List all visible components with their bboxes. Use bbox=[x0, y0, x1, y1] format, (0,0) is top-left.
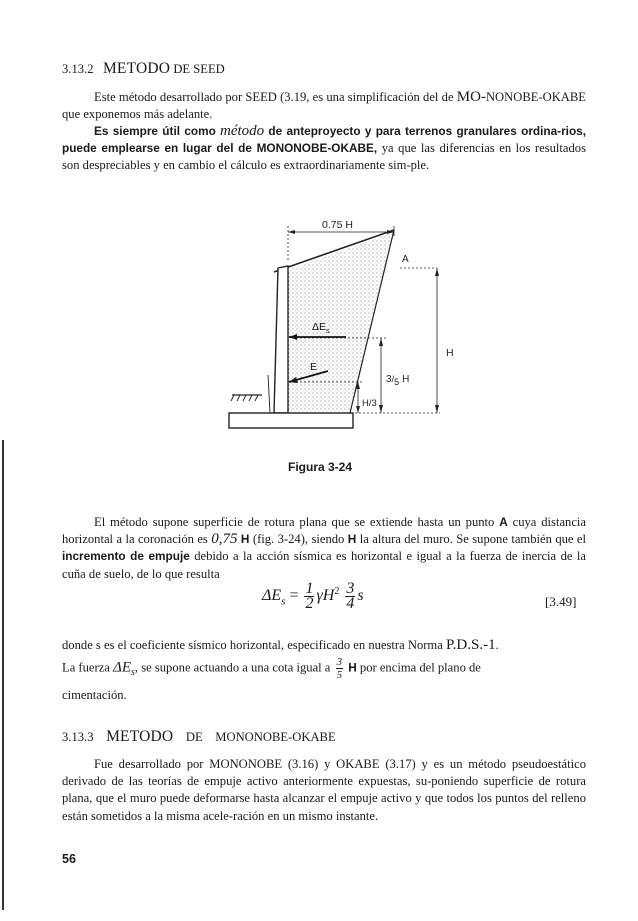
wall-footing bbox=[229, 413, 353, 428]
eq-sup: 2 bbox=[334, 585, 340, 597]
para3-H2: H bbox=[347, 532, 357, 547]
paragraph-method bbox=[62, 514, 586, 583]
eq-lhs-sub: s bbox=[281, 595, 286, 608]
dim-075H: 0.75 H bbox=[322, 219, 353, 231]
equation-number: [3.49] bbox=[545, 594, 577, 609]
equation-3-49 bbox=[262, 582, 364, 611]
para4-text4: por encima del plano de bbox=[359, 660, 481, 675]
eq-s: s bbox=[357, 587, 364, 605]
para4-pds: P.D.S.-1 bbox=[445, 637, 496, 653]
para4-text3: , se supone actuando a una cota igual a bbox=[134, 660, 331, 675]
eq-lhs: ΔE bbox=[262, 587, 282, 605]
label-A: A bbox=[402, 254, 409, 265]
section2-title-rest: MONONOBE-OKABE bbox=[215, 730, 336, 744]
para2-rest: ya que las diferencias en los resultados son despreciables y en cambio el cálculo es extraordinariamente sim-ple. bbox=[62, 141, 586, 173]
figure-3-24 bbox=[0, 0, 638, 460]
retaining-wall-stem bbox=[274, 266, 288, 413]
page-number: 56 bbox=[62, 852, 76, 866]
section-title-rest: DE SEED bbox=[173, 62, 225, 76]
para1-mo: MO- bbox=[456, 89, 486, 105]
para2-bold-start: Es siempre útil como bbox=[94, 124, 216, 138]
para1-text: Este método desarrollado por SEED (3.19, es una simplificación del de bbox=[94, 90, 454, 104]
para3-text5: debido a la acción sísmica es horizontal e igual a la fuerza de inercia de la cuña de suelo, de lo que resulta bbox=[62, 549, 587, 581]
label-3-5-H: 3/5 H bbox=[386, 374, 410, 387]
para3-A: A bbox=[499, 515, 508, 529]
label-H-3: H/3 bbox=[362, 398, 377, 409]
para2-bold-end: de anteproyecto y para terrenos granulares ordina-rios, puede emplearse en lugar del de MONONOBE-OKABE, bbox=[62, 124, 587, 156]
label-E: E bbox=[310, 361, 318, 373]
label-delta-Es: $\Delta E_s$ bbox=[312, 321, 330, 335]
para3-075: 0,75 bbox=[211, 531, 238, 548]
soil-wedge bbox=[288, 232, 394, 413]
paragraph-coefficient bbox=[62, 634, 586, 706]
eq-frac-3-4: $\frac{3}{4}$ bbox=[346, 580, 355, 612]
para4-dEs-sub: s bbox=[131, 666, 135, 678]
para2-metodo: método bbox=[219, 123, 265, 139]
section-heading-mononobe bbox=[62, 728, 336, 746]
section2-number: 3.13.3 bbox=[62, 730, 94, 744]
section2-title-de: DE bbox=[185, 730, 203, 744]
margin-rule bbox=[2, 440, 4, 910]
para4-text2: La fuerza bbox=[62, 660, 110, 675]
section2-title-main: METODO bbox=[106, 728, 174, 745]
para4-text1: donde s es el coeficiente sísmico horizontal, especificado en nuestra Norma bbox=[62, 638, 443, 652]
para4-frac: $\frac{3}{5}$ bbox=[336, 656, 343, 681]
para4-H: H bbox=[348, 660, 357, 675]
para3-incremento: incremento de empuje bbox=[62, 549, 190, 564]
section-title-main: METODO bbox=[102, 60, 171, 77]
para3-text3: siendo bbox=[311, 532, 345, 547]
para3-fig-ref: (fig. 3-24), bbox=[252, 532, 309, 547]
figure-caption: Figura 3-24 bbox=[288, 460, 353, 474]
eq-gamma-H: γH bbox=[316, 587, 335, 605]
para3-text1: El método supone superficie de rotura plana que se extiende hasta un punto bbox=[94, 515, 495, 529]
eq-sign: = bbox=[289, 587, 299, 605]
section-number: 3.13.2 bbox=[62, 62, 94, 76]
paragraph-mononobe: Fue desarrollado por MONONOBE (3.16) y OKABE (3.17) y es un método pseudoestático derivado de las teorías de empuje activo anteriormente expuestas, su-poniendo superficie de rotura plana, que el muro puede deformarse hasta alcanzar el empuje activo y que todos los puntos del relleno están sometidos a la misma acele-ración en un mismo instante. bbox=[62, 757, 586, 823]
para4-dEs: ΔE bbox=[113, 659, 132, 676]
para4-text1-end: . bbox=[495, 638, 499, 652]
label-H: H bbox=[446, 347, 454, 359]
para3-text2: cuya distancia horizontal a la coronación es bbox=[62, 515, 587, 547]
para4-text5: cimentación. bbox=[62, 687, 127, 702]
para1-text-end: NONOBE-OKABE que exponemos más adelante. bbox=[62, 90, 586, 122]
para3-H1: H bbox=[240, 532, 250, 547]
eq-frac-1-2: $\frac{1}{2}$ bbox=[305, 580, 314, 612]
para3-text4: la altura del muro. Se supone también que el bbox=[359, 532, 586, 547]
